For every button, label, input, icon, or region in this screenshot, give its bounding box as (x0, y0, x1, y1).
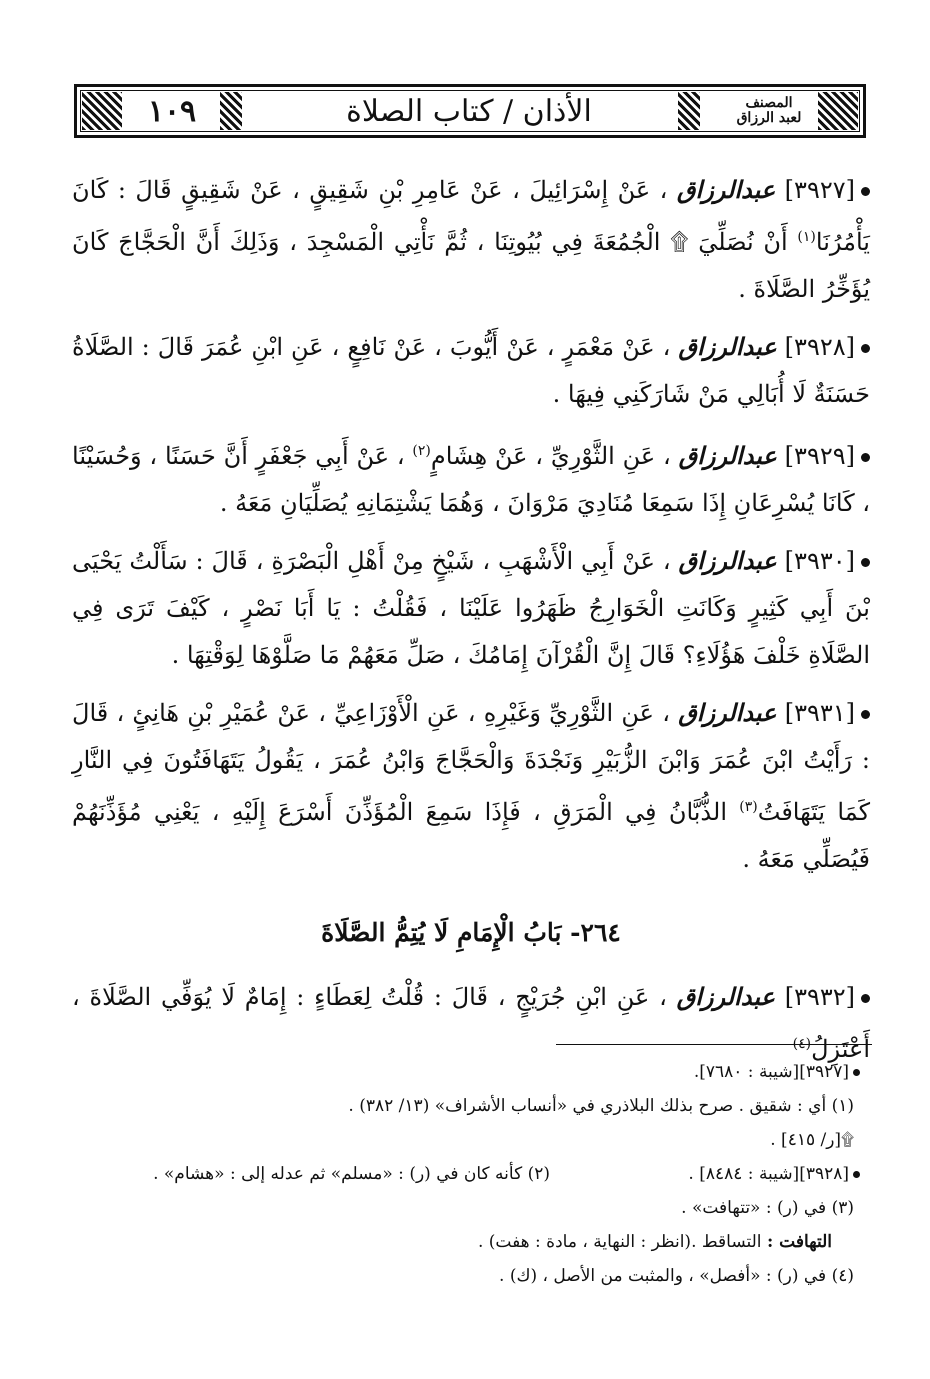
footnote-2: (٢) كأنه كان في (ر) : «مسلم» ثم عدله إلى : «هشام» . (153, 1164, 550, 1184)
hadith-text: ، عَنِ ابْنِ جُرَيْجٍ ، قَالَ : قُلْتُ لِعَطَاءٍ : إِمَامٌ لَا يُوَفِّي الصَّلَاةَ ، أَعْتَزِلُ (72, 983, 870, 1063)
footnote-4: (٤) في (ر) : «أفصل» ، والمثبت من الأصل ، (ك) . (499, 1266, 854, 1286)
footnote-source (694, 1058, 860, 1086)
footnote-ref: (٢) (412, 443, 431, 459)
ornament-right-inner (678, 92, 700, 130)
footnote-ref-r: ۩[ر/ ٤١٥] . (770, 1130, 854, 1150)
hadith-entry (72, 689, 870, 883)
seal-line-1: المصنف (745, 95, 793, 111)
chapter-heading: ٢٦٤- بَابُ الْإِمَامِ لَا يُتِمُّ الصَّلَاةَ (321, 918, 621, 947)
bullet-icon (853, 1171, 860, 1178)
narrator-name: عبدالرزاق (678, 332, 777, 361)
hadith-number: [٣٩٣١] (784, 699, 855, 727)
page-number: ١٠٩ (126, 92, 218, 130)
ornament-left (82, 92, 122, 130)
footnote-1: (١) أي : شقيق . صرح بذلك البلاذري في «أنساب الأشراف» (١٣/ ٣٨٢) . (348, 1096, 854, 1116)
ornament-right (818, 92, 858, 130)
book-seal (724, 92, 814, 130)
hadith-entry (72, 537, 870, 679)
hadith-text-continued: أَنْ نُصَلِّيَ ۩ الْجُمُعَةَ فِي بُيُوتِنَا ، ثُمَّ نَأْتِي الْمَسْجِدَ ، وَذَلِكَ أَنَّ الْحَجَّاجَ كَانَ يُؤَخِّرُ الصَّلَاةَ . (72, 228, 870, 303)
footnote-text: [٣٩٢٧][شيبة : ٧٦٨٠]. (693, 1062, 849, 1082)
footnote-text: [٣٩٢٨][شيبة : ٨٤٨٤] . (688, 1164, 849, 1184)
bullet-icon (861, 187, 870, 196)
footnote-divider (556, 1044, 872, 1045)
hadith-text: ، عَنِ الثَّوْرِيِّ وَغَيْرِهِ ، عَنِ الْأَوْزَاعِيِّ ، عَنْ عُمَيْرِ بْنِ هَانِئٍ ، قَالَ : رَأَيْتُ ابْنَ عُمَرَ وَابْنَ الزُّبَيْرِ وَنَجْدَةَ وَالْحَجَّاجَ وَابْنُ عُمَرَ ، يَقُولُ يَتَهَافَتُونَ فِي النَّارِ كَمَا يَتَهَافَتُ (72, 699, 870, 826)
bullet-icon (861, 994, 870, 1003)
hadith-number: [٣٩٣٢] (784, 983, 855, 1011)
narrator-name: عبدالرزاق (676, 175, 776, 204)
page-header (74, 84, 866, 138)
footnote-3-gloss (478, 1228, 832, 1256)
narrator-name: عبدالرزاق (678, 546, 777, 575)
gloss-definition: التساقط .(انظر : النهاية ، مادة : هفت) . (477, 1232, 762, 1252)
gloss-term: التهافت : (766, 1232, 832, 1252)
hadith-number: [٣٩٢٨] (784, 333, 855, 361)
bullet-icon (861, 558, 870, 567)
hadith-number: [٣٩٢٧] (784, 176, 855, 204)
hadith-entry (72, 166, 870, 313)
hadith-number: [٣٩٢٩] (784, 442, 855, 470)
footnote-source-2 (688, 1160, 860, 1188)
running-title: الأذان / كتاب الصلاة (266, 92, 672, 130)
hadith-text-continued: الذُّبَّانُ فِي الْمَرَقِ ، فَإِذَا سَمِعَ الْمُؤَذِّنَ أَسْرَعَ إِلَيْهِ ، يَعْنِي مُؤَذِّنَهُمْ فَيُصَلِّي مَعَهُ . (72, 798, 870, 873)
hadith-entry (72, 428, 870, 527)
hadith-text: ، عَنْ إِسْرَائِيلَ ، عَنْ عَامِرِ بْنِ شَقِيقٍ ، عَنْ شَقِيقٍ قَالَ : كَانَ يَأْمُرُنَا (72, 176, 870, 256)
hadith-entry (72, 323, 870, 418)
bullet-icon (853, 1069, 860, 1076)
hadith-text-continued: ، عَنْ أَبِي جَعْفَرٍ أَنَّ حَسَنًا ، وَحُسَيْنًا ، كَانَا يُسْرِعَانِ إِذَا سَمِعَا مُنَادِيَ مَرْوَانَ ، وَهُمَا يَشْتِمَانِهِ يُصَلِّيَانِ مَعَهُ . (72, 442, 870, 517)
narrator-name: عبدالرزاق (678, 441, 777, 470)
hadith-text: ، عَنِ الثَّوْرِيِّ ، عَنْ هِشَامٍ (430, 442, 671, 470)
hadith-text: ، عَنْ مَعْمَرٍ ، عَنْ أَيُّوبَ ، عَنْ نَافِعٍ ، عَنِ ابْنِ عُمَرَ قَالَ : الصَّلَاةُ حَسَنَةٌ لَا أُبَالِي مَنْ شَارَكَنِي فِيهَا . (72, 333, 870, 408)
hadith-number: [٣٩٣٠] (784, 547, 855, 575)
narrator-name: عبدالرزاق (678, 698, 777, 727)
ornament-left-inner (220, 92, 242, 130)
footnote-ref: (٣) (739, 799, 758, 815)
bullet-icon (861, 453, 870, 462)
bullet-icon (861, 710, 870, 719)
footnote-ref: (١) (797, 229, 816, 245)
hadith-body (72, 166, 870, 883)
hadith-text: ، عَنْ أَبِي الْأَشْهَبِ ، شَيْخٍ مِنْ أَهْلِ الْبَصْرَةِ ، قَالَ : سَأَلْتُ يَحْيَى بْنَ أَبِي كَثِيرٍ وَكَانَتِ الْخَوَارِجُ ظَهَرُوا عَلَيْنَا ، فَقُلْتُ : يَا أَبَا نَصْرٍ ، كَيْفَ تَرَى فِي الصَّلَاةِ خَلْفَ هَؤُلَاءِ؟ قَالَ إِنَّ الْقُرْآنَ إِمَامُكَ ، صَلِّ مَعَهُمْ مَا صَلَّوْهَا لِوَقْتِهَا . (72, 547, 870, 669)
seal-line-2: لعبد الرزاق (736, 110, 802, 126)
footnote-3: (٣) في (ر) : «تتهافت» . (681, 1198, 854, 1218)
footnote-ref: (٤) (792, 1036, 812, 1052)
bullet-icon (861, 344, 870, 353)
narrator-name: عبدالرزاق (676, 982, 775, 1011)
